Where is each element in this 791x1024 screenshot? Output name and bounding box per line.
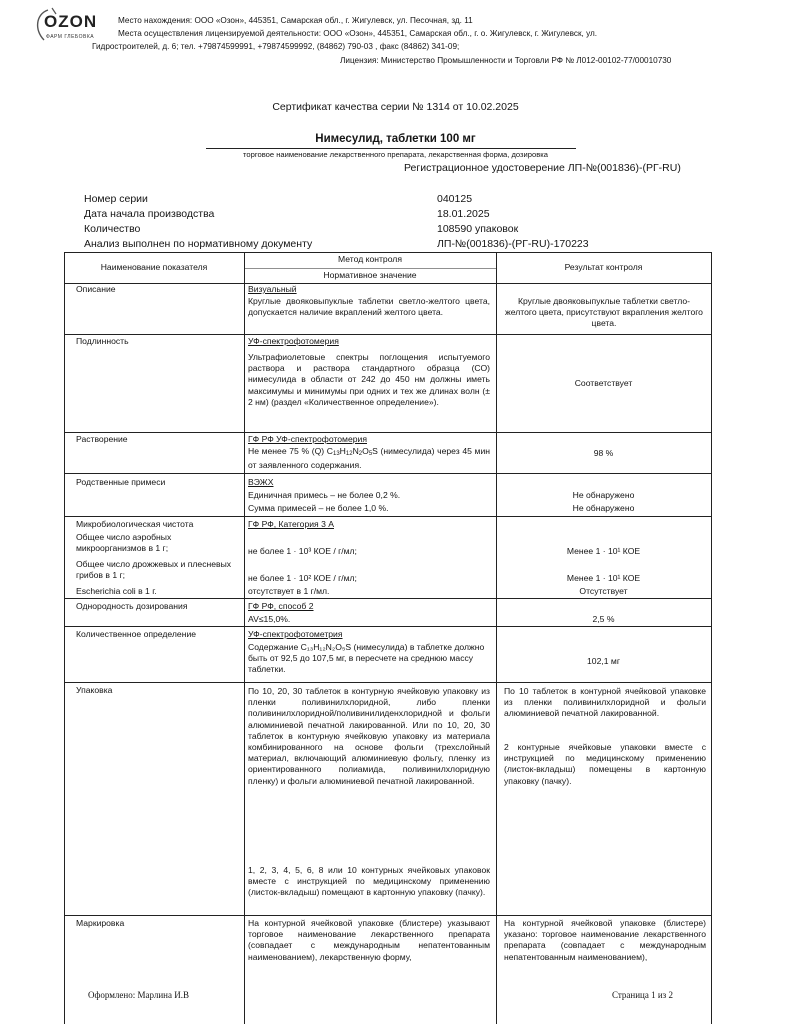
row-method: ГФ РФ, способ 2 bbox=[248, 601, 314, 611]
table-border bbox=[496, 252, 497, 1024]
formula-sub: 12 bbox=[345, 451, 353, 457]
info-label: Количество bbox=[84, 223, 141, 235]
table-border bbox=[711, 252, 712, 1024]
row-result: На контурной ячейковой упаковке (блистере) указано: торговое наименование лекарственного препарата (совпадает с международным непатентованным наименованием), bbox=[504, 918, 706, 962]
registration-number: Регистрационное удостоверение ЛП-№(001836)-(РГ-RU) bbox=[404, 162, 681, 174]
header-divider bbox=[244, 268, 496, 269]
col-header-result: Результат контроля bbox=[564, 262, 643, 272]
col-header-name: Наименование показателя bbox=[100, 262, 208, 272]
row-norm: Ультрафиолетовые спектры поглощения испытуемого раствора и раствора стандартного образца (СО) нимесулида в области от 242 до 450 нм должны иметь максимумы и минимумы при одних и тех же длинах волн (± 2 нм) (раздел «Количественное определение»). bbox=[248, 352, 490, 407]
info-value: ЛП-№(001836)-(РГ-RU)-170223 bbox=[437, 238, 589, 250]
row-name: Количественное определение bbox=[76, 629, 197, 639]
row-method: ВЭЖХ bbox=[248, 477, 274, 487]
row-subname: Escherichia coli в 1 г. bbox=[76, 586, 157, 596]
title-underline bbox=[206, 148, 576, 149]
company-logo bbox=[30, 6, 110, 46]
row-name: Однородность дозирования bbox=[76, 601, 188, 611]
row-norm: Круглые двояковыпуклые таблетки светло-желтого цвета, допускается наличие вкраплений желтого цвета. bbox=[248, 296, 490, 318]
table-border bbox=[64, 252, 65, 1024]
row-method: УФ-спектрофотомерия bbox=[248, 336, 339, 346]
row-divider bbox=[64, 432, 712, 433]
row-norm: Содержание C₁₃H₁₂N₂O₅S (нимесулида) в таблетке должно быть от 92,5 до 107,5 мг, в пересчете на среднюю массу таблетки. bbox=[248, 642, 485, 675]
formula-text: H bbox=[339, 446, 346, 456]
row-result: Менее 1 · 10¹ КОЕ bbox=[566, 573, 641, 583]
row-divider bbox=[64, 598, 712, 599]
row-result: 2,5 % bbox=[592, 614, 615, 624]
col-header-method: Метод контроля bbox=[338, 254, 402, 264]
table-border bbox=[64, 283, 712, 284]
row-subname: Общее число дрожжевых и плесневых грибов в 1 г; bbox=[76, 559, 232, 581]
header-license: Лицензия: Министерство Промышленности и Торговли РФ № Л012-00102-77/00010730 bbox=[340, 56, 672, 65]
formula-sub: 5 bbox=[368, 451, 373, 457]
product-name: Нимесулид, таблетки 100 мг bbox=[315, 133, 476, 145]
row-result: Не обнаружено bbox=[572, 490, 635, 500]
row-divider bbox=[64, 473, 712, 474]
row-norm: На контурной ячейковой упаковке (блистере) указывают торговое наименование лекарственного препарата (совпадает с международным непатентованным наименованием), лекарственную форму, bbox=[248, 918, 490, 962]
norm-text: Не менее 75 % (Q) C bbox=[248, 446, 333, 456]
logo-brand: OZON bbox=[44, 12, 98, 31]
row-method: УФ-спектрофотометрия bbox=[248, 629, 343, 639]
row-name: Маркировка bbox=[76, 918, 125, 928]
header-contacts: Гидростроителей, д. 6; тел. +79874599991, +79874599992, (84862) 790-03 , факс (84862) 341-09; bbox=[92, 42, 460, 51]
product-caption: торговое наименование лекарственного препарата, лекарственная форма, дозировка bbox=[243, 150, 548, 159]
row-norm bbox=[248, 446, 490, 471]
info-label: Дата начала производства bbox=[84, 208, 215, 220]
row-divider bbox=[64, 626, 712, 627]
formula-sub: 2 bbox=[358, 451, 363, 457]
row-name: Упаковка bbox=[76, 685, 113, 695]
row-method: Визуальный bbox=[248, 284, 297, 294]
row-result: 102,1 мг bbox=[587, 656, 620, 666]
row-name: Микробиологическая чистота bbox=[76, 519, 194, 529]
row-result: Отсутствует bbox=[579, 586, 628, 596]
formula-text: O bbox=[362, 446, 369, 456]
header-address: Место нахождения: ООО «Озон», 445351, Самарская обл., г. Жигулевск, ул. Песочная, зд. 11 bbox=[118, 16, 473, 25]
row-divider bbox=[64, 334, 712, 335]
row-norm: По 10, 20, 30 таблеток в контурную ячейковую упаковку из пленки поливинилхлоридной, либо пленки поливинилхлоридной/поливинилиденхлоридной и фольги алюминиевой печатной лакированной. Или по 10, 20, 30 таблеток в контурную ячейковую упаковку из материала комбинированного на основе фольги (трехслойный материал, включающий алюминиевую фольгу, пленку из ориентированного полиамида, поливинилхлоридную пленку) и фольги алюминиевой печатной лакированной. bbox=[248, 686, 490, 786]
table-border bbox=[244, 252, 245, 1024]
row-result: По 10 таблеток в контурной ячейковой упаковке из пленки поливинилхлоридной и фольги алюминиевой печатной лакированной. bbox=[504, 686, 706, 719]
row-result: Соответствует bbox=[574, 378, 633, 388]
row-name: Растворение bbox=[76, 434, 128, 444]
row-norm: 1, 2, 3, 4, 5, 6, 8 или 10 контурных ячейковых упаковок вместе с инструкцией по медицинскому применению (листок-вкладыш) помещают в картонную упаковку (пачку). bbox=[248, 865, 490, 898]
info-value: 040125 bbox=[437, 193, 473, 205]
row-result: 2 контурные ячейковые упаковки вместе с инструкцией по медицинскому применению (листок-вкладыш) помещены в картонную упаковку (пачку). bbox=[504, 742, 706, 786]
row-result: 98 % bbox=[593, 448, 614, 458]
header-locations: Места осуществления лицензируемой деятельности: ООО «Озон», 445351, Самарская обл., г. о. Жигулевск, г. Жигулевск, ул. bbox=[118, 29, 598, 38]
row-norm: не более 1 · 10³ КОЕ / г/мл; bbox=[248, 546, 357, 556]
row-name: Подлинность bbox=[76, 336, 129, 346]
row-divider bbox=[64, 682, 712, 683]
row-divider bbox=[64, 915, 712, 916]
row-result: Круглые двояковыпуклые таблетки светло-желтого цвета, присутствуют вкрапления желтого цвета. bbox=[505, 296, 703, 329]
row-subname: Общее число аэробных микроорганизмов в 1 г; bbox=[76, 532, 172, 554]
row-result: Менее 1 · 10¹ КОЕ bbox=[566, 546, 641, 556]
formula-text: S bbox=[372, 446, 378, 456]
logo-subtitle: ФАРМ ГЛЕБОВКА bbox=[46, 34, 95, 40]
row-method: ГФ РФ, Категория 3 А bbox=[248, 519, 334, 529]
row-norm: AV≤15,0%. bbox=[248, 614, 291, 624]
col-header-norm: Нормативное значение bbox=[323, 270, 417, 280]
row-norm: Сумма примесей – не более 1,0 %. bbox=[248, 503, 389, 513]
info-value: 18.01.2025 bbox=[437, 208, 490, 220]
row-result: Не обнаружено bbox=[572, 503, 635, 513]
formula-text: N bbox=[352, 446, 359, 456]
row-norm: не более 1 · 10² КОЕ / г/мл; bbox=[248, 573, 357, 583]
info-label: Номер серии bbox=[84, 193, 148, 205]
row-norm: отсутствует в 1 г/мл. bbox=[248, 586, 330, 596]
table-border bbox=[64, 252, 712, 253]
row-method: ГФ РФ УФ-спектрофотомерия bbox=[248, 434, 367, 444]
footer-page-number: Страница 1 из 2 bbox=[612, 990, 673, 1000]
info-value: 108590 упаковок bbox=[437, 223, 519, 235]
row-name: Родственные примеси bbox=[76, 477, 166, 487]
row-norm: Единичная примесь – не более 0,2 %. bbox=[248, 490, 401, 500]
info-label: Анализ выполнен по нормативному документу bbox=[84, 238, 313, 250]
certificate-title: Сертификат качества серии № 1314 от 10.02.2025 bbox=[272, 101, 519, 113]
row-divider bbox=[64, 516, 712, 517]
formula-sub: 13 bbox=[332, 451, 340, 457]
footer-prepared-by: Оформлено: Марлина И.В bbox=[88, 990, 189, 1000]
row-name: Описание bbox=[76, 284, 116, 294]
norm-text: (нимесулида) через 45 мин от заявленного содержания. bbox=[248, 446, 491, 471]
